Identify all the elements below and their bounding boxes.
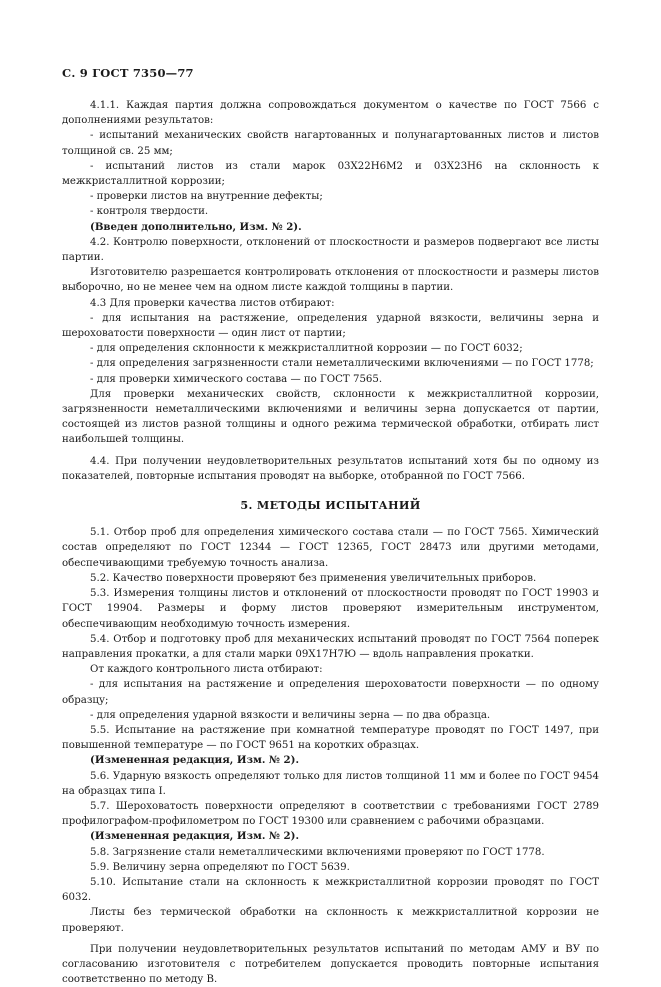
paragraph-5-6: 5.6. Ударную вязкость определяют только для листов толщиной 11 мм и более по ГОСТ 9454 на образцах типа I. [62, 770, 599, 797]
amendment-note: (Введен дополнительно, Изм. № 2). [90, 220, 302, 233]
paragraph-4-3: 4.3 Для проверки качества листов отбирают: [90, 297, 335, 309]
list-item-chemical: - для проверки химического состава — по ГОСТ 7565. [90, 373, 383, 385]
paragraph-5-3: 5.3. Измерения толщины листов и отклонений от плоскостности проводят по ГОСТ 19903 и ГОСТ 19904. Размеры и форму листов проверяют измерительным инструментом, обеспечивающим необходимую точность измерения. [62, 588, 599, 630]
list-item-inclusions: - для определения загрязненности стали неметаллическими включениями — по ГОСТ 1778; [90, 358, 594, 370]
list-item-tensile-roughness: - для испытания на растяжение и определения шероховатости поверхности — по одному образцу; [62, 679, 599, 706]
page-header: С. 9 ГОСТ 7350—77 [62, 66, 194, 80]
paragraph-5-2: 5.2. Качество поверхности проверяют без применения увеличительных приборов. [90, 572, 537, 584]
paragraph-5-1: 5.1. Отбор проб для определения химического состава стали — по ГОСТ 7565. Химический состав определяют по ГОСТ 12344 — ГОСТ 12365, ГОСТ 28473 или другими методами, обеспечивающими требуемую точность анализа. [62, 527, 599, 569]
list-item-mechanical-tests: - испытаний механических свойств нагартованных и полунагартованных листов и листов толщиной св. 25 мм; [62, 130, 599, 157]
paragraph-retest: При получении неудовлетворительных результатов испытаний по методам АМУ и ВУ по согласованию изготовителя с потребителем допускается проводить повторные испытания соответственно по методу В. [62, 943, 599, 986]
paragraph-5-9: 5.9. Величину зерна определяют по ГОСТ 5639. [90, 861, 350, 873]
amendment-note: (Измененная редакция, Изм. № 2). [90, 830, 300, 843]
paragraph-5-8: 5.8. Загрязнение стали неметаллическими включениями проверяют по ГОСТ 1778. [90, 846, 545, 858]
paragraph-samples: От каждого контрольного листа отбирают: [90, 664, 323, 676]
list-item-intercrystalline: - для определения склонности к межкристаллитной коррозии — по ГОСТ 6032; [90, 343, 523, 355]
paragraph-5-7: 5.7. Шероховатость поверхности определяют в соответствии с требованиями ГОСТ 2789 профилографом-профилометром по ГОСТ 19300 или сравнением с рабочими образцами. [62, 800, 599, 828]
paragraph-4-2: 4.2. Контролю поверхности, отклонений от плоскостности и размеров подвергают все листы партии. [62, 236, 599, 264]
amendment-note: (Измененная редакция, Изм. № 2). [90, 754, 300, 767]
section-title: 5. МЕТОДЫ ИСПЫТАНИЙ [240, 498, 421, 513]
document-body [62, 98, 599, 987]
list-item-impact-grain: - для определения ударной вязкости и величины зерна — по два образца. [90, 709, 491, 721]
paragraph-no-heat-treatment: Листы без термической обработки на склонность к межкристаллитной коррозии не проверяют. [62, 907, 599, 934]
paragraph-5-5: 5.5. Испытание на растяжение при комнатной температуре проводят по ГОСТ 1497, при повышенной температуре — по ГОСТ 9651 на коротких образцах. [62, 724, 599, 752]
list-item-hardness: - контроля твердости. [90, 206, 209, 218]
list-item-tensile: - для испытания на растяжение, определения ударной вязкости, величины зерна и шероховатости поверхности — один лист от партии; [62, 312, 599, 340]
list-item-internal-defects: - проверки листов на внутренние дефекты; [90, 191, 323, 203]
paragraph-manufacturer: Изготовителю разрешается контролировать отклонения от плоскостности и размеры листов выборочно, но не менее чем на одном листе каждой толщины в партии. [62, 267, 599, 294]
paragraph-5-10: 5.10. Испытание стали на склонность к межкристаллитной коррозии проводят по ГОСТ 6032. [62, 876, 599, 904]
list-item-corrosion-tests: - испытаний листов из стали марок 03Х22Н6М2 и 03Х23Н6 на склонность к межкристаллитной коррозии; [62, 160, 599, 188]
paragraph-5-4: 5.4. Отбор и подготовку проб для механических испытаний проводят по ГОСТ 7564 поперек направления прокатки, а для стали марки 09Х17Н7Ю — вдоль направления прокатки. [62, 633, 599, 660]
paragraph-4-1-1: 4.1.1. Каждая партия должна сопровождаться документом о качестве по ГОСТ 7566 с дополнениями результатов: [62, 100, 599, 127]
paragraph-4-4: 4.4. При получении неудовлетворительных результатов испытаний хотя бы по одному из показателей, повторные испытания проводят на выборке, отобранной по ГОСТ 7566. [62, 455, 599, 482]
paragraph-sampling: Для проверки механических свойств, склонности к межкристаллитной коррозии, загрязненности неметаллическими включениями и величины зерна допускается от партии, состоящей из листов разной толщины и одного режима термической обработки, отбирать лист наибольшей толщины. [62, 388, 599, 446]
